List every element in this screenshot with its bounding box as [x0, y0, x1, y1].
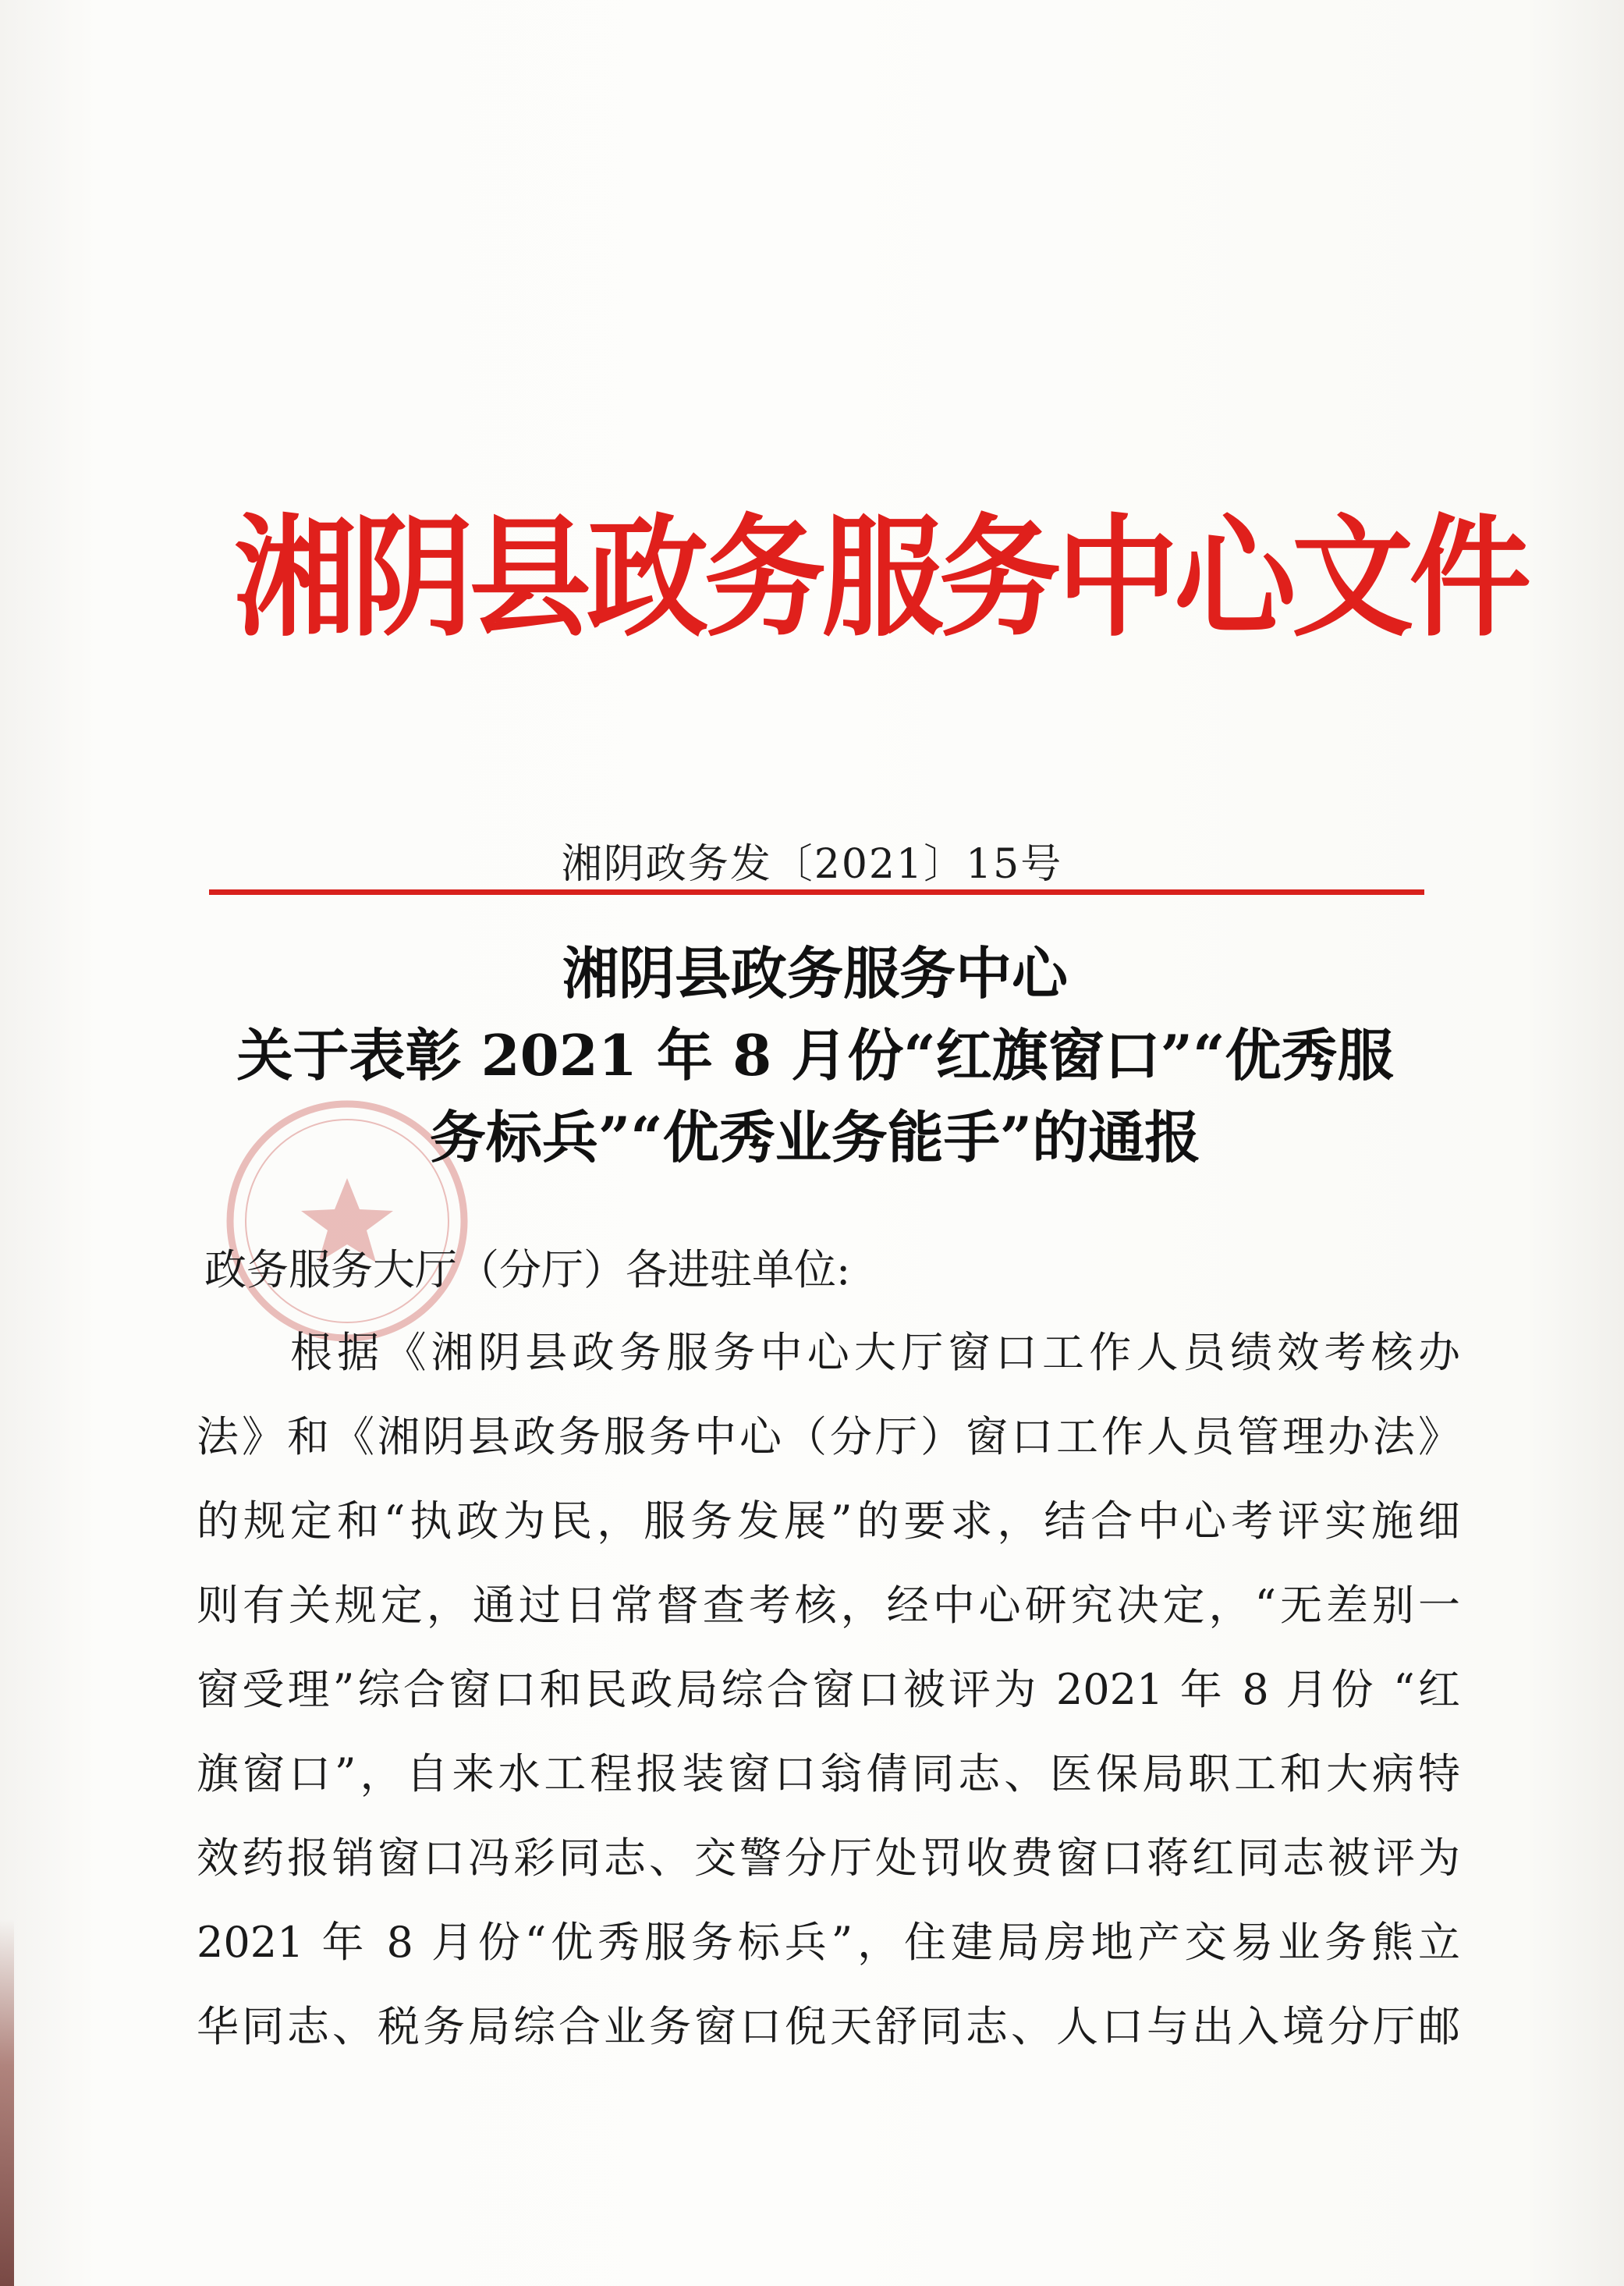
document-masthead: 湘阴县政务服务中心文件	[234, 500, 1527, 655]
notice-title-line-3: 务标兵”“优秀业务能手”的通报	[429, 1104, 1201, 1170]
body-line: 根据《湘阴县政务服务中心大厅窗口工作人员绩效考核办	[290, 1328, 1460, 1377]
body-line: 则有关规定，通过日常督查考核，经中心研究决定，“无差别一	[197, 1581, 1460, 1630]
notice-title-line-2: 关于表彰 2021 年 8 月份“红旗窗口”“优秀服	[236, 1022, 1394, 1088]
body-line: 2021 年 8 月份“优秀服务标兵”，住建局房地产交易业务熊立	[197, 1918, 1460, 1967]
page-edge-shadow	[0, 1919, 14, 2286]
body-text	[197, 1311, 1460, 2069]
body-line: 华同志、税务局综合业务窗口倪天舒同志、人口与出入境分厅邮	[197, 2002, 1460, 2051]
red-divider-line	[209, 889, 1424, 895]
body-line: 窗受理”综合窗口和民政局综合窗口被评为 2021 年 8 月份 “红	[197, 1665, 1460, 1714]
document-number: 湘阴政务发〔2021〕15号	[561, 841, 1063, 888]
body-line: 旗窗口”，自来水工程报装窗口翁倩同志、医保局职工和大病特	[197, 1749, 1460, 1798]
salutation: 政务服务大厅（分厅）各进驻单位:	[204, 1245, 851, 1294]
notice-title-line-1: 湘阴县政务服务中心	[562, 940, 1068, 1006]
body-line: 的规定和“执政为民，服务发展”的要求，结合中心考评实施细	[197, 1496, 1460, 1546]
body-line: 效药报销窗口冯彩同志、交警分厅处罚收费窗口蒋红同志被评为	[197, 1833, 1460, 1883]
body-line: 法》和《湘阴县政务服务中心（分厅）窗口工作人员管理办法》	[197, 1412, 1460, 1461]
